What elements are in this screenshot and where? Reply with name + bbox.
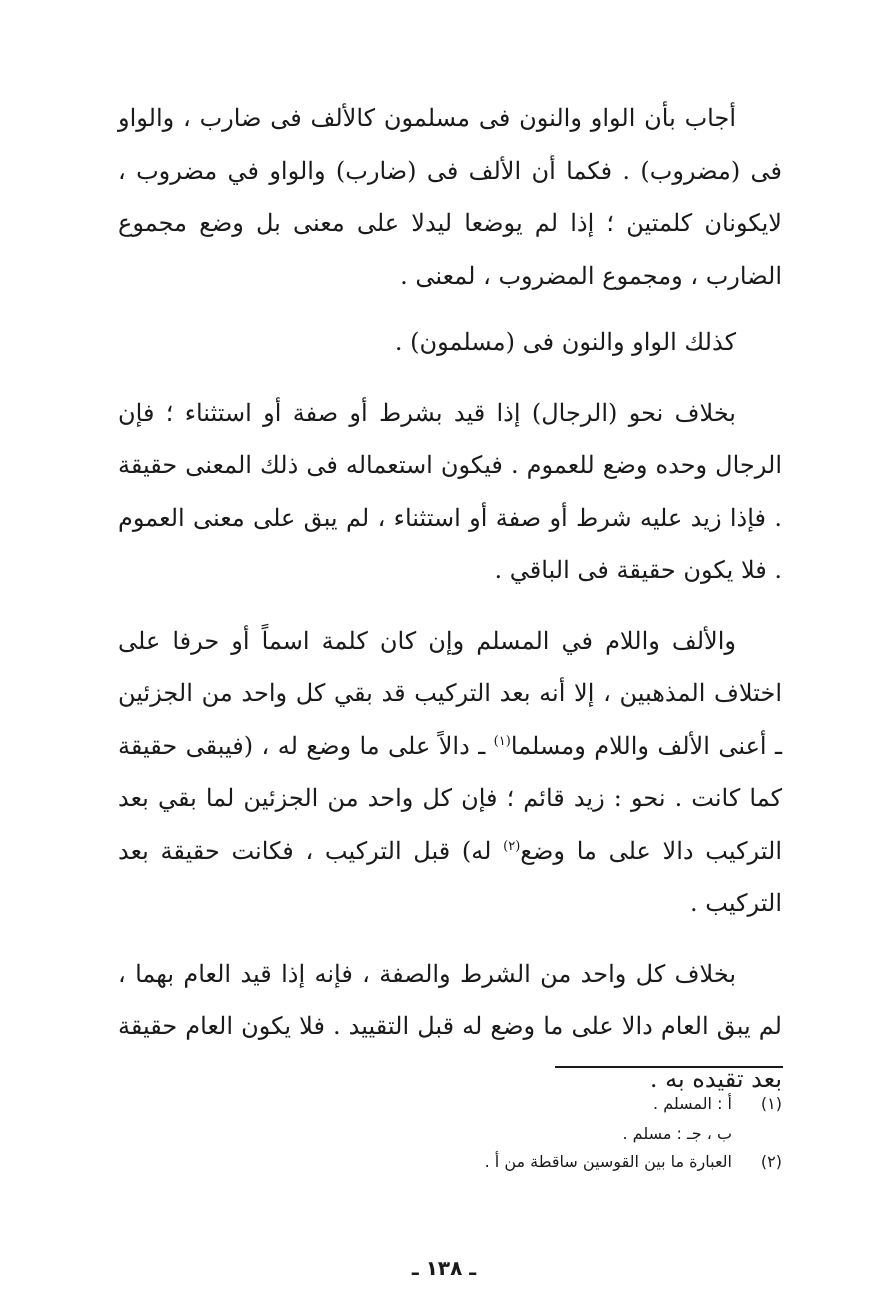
- footnote-2: [380, 1152, 782, 1182]
- footnotes: [380, 1094, 782, 1182]
- footnote-2-text: العبارة ما بين القوسين ساقطة من أ .: [484, 1152, 732, 1171]
- footnote-1-text: أ : المسلم .: [653, 1094, 732, 1113]
- paragraph-4-part-c: له) قبل التركيب ، فكانت حقيقة بعد التركيب .: [118, 836, 782, 917]
- paragraph-4: [118, 615, 782, 930]
- footnote-1-variant-text: ب ، جـ : مسلم .: [622, 1124, 732, 1143]
- paragraph-1: أجاب بأن الواو والنون فى مسلمون كالألف فى ضارب ، والواو فى (مضروب) . فكما أن الألف فى (ضارب) والواو في مضروب ، لايكونان كلمتين ؛ إذا لم يوضعا ليدلا على معنى بل وضع مجموع الضارب ، ومجموع المضروب ، لمعنى .: [118, 104, 782, 290]
- paragraph-3: بخلاف نحو (الرجال) إذا قيد بشرط أو صفة أو استثناء ؛ فإن الرجال وحده وضع للعموم . فيكون استعماله فى ذلك المعنى حقيقة . فإذا زيد عليه شرط أو صفة أو استثناء ، لم يبق على معنى العموم . فلا يكون حقيقة فى الباقي .: [118, 398, 782, 584]
- paragraph-4-part-a: والألف واللام في المسلم وإن كان كلمة اسماً أو حرفا على اختلاف المذهبين ، إلا أنه بعد التركيب قد بقي كل واحد من الجزئين ـ أعنى الألف واللام ومسلما: [118, 626, 783, 760]
- paragraph-5: بخلاف كل واحد من الشرط والصفة ، فإنه إذا قيد العام بهما ، لم يبق العام دالا على ما وضع له قبل التقييد . فلا يكون العام حقيقة بعد تقيده به .: [118, 959, 782, 1093]
- footnote-1: [380, 1094, 782, 1124]
- paragraph-2: كذلك الواو والنون فى (مسلمون) .: [394, 328, 736, 356]
- footnote-ref-2[interactable]: (٢): [503, 838, 521, 854]
- footnote-1-number: (١): [760, 1094, 782, 1113]
- footnote-divider: [555, 1066, 783, 1068]
- footnote-ref-1[interactable]: (١): [493, 733, 511, 749]
- main-text: [118, 92, 782, 1105]
- page-number: ـ ١٣٨ ـ: [411, 1256, 477, 1280]
- footnote-1-variant: [380, 1124, 782, 1152]
- footnote-2-number: (٢): [760, 1152, 782, 1171]
- paragraph-4-part-b: ـ دالاً على ما وضع له ، (فيبقى حقيقة كما كانت . نحو : زيد قائم ؛ فإن كل واحد من الجزئين لما بقي بعد التركيب دالا على ما وضع: [118, 731, 782, 865]
